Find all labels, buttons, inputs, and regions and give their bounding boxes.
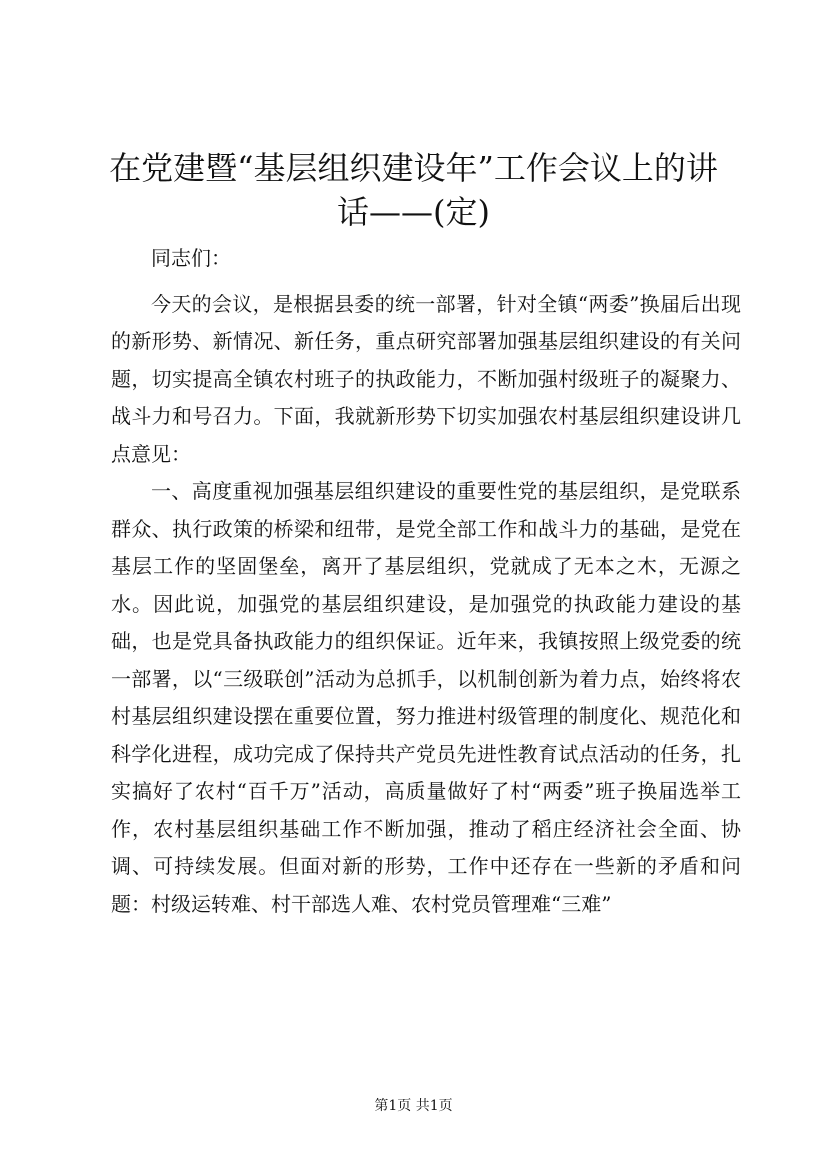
page-footer: 第1页 共1页 [374,1098,453,1114]
document-title: 在党建暨“基层组织建设年”工作会议上的讲话——(定) [109,149,718,231]
document-body [111,240,741,923]
paragraph-2: 一、高度重视加强基层组织建设的重要性党的基层组织，是党联系群众、执行政策的桥梁和纽带，是党全部工作和战斗力的基础，是党在基层工作的坚固堡垒，离开了基层组织，党就成了无本之木，无源之水。因此说，加强党的基层组织建设，是加强党的执政能力建设的基础，也是党具备执政能力的组织保证。近年来，我镇按照上级党委的统一部署，以“三级联创”活动为总抓手，以机制创新为着力点，始终将农村基层组织建设摆在重要位置，努力推进村级管理的制度化、规范化和科学化进程，成功完成了保持共产党员先进性教育试点活动的任务，扎实搞好了农村“百千万”活动，高质量做好了村“两委”班子换届选举工作，农村基层组织基础工作不断加强，推动了稻庄经济社会全面、协调、可持续发展。但面对新的形势，工作中还存在一些新的矛盾和问题：村级运转难、村干部选人难、农村党员管理难“三难” [111,479,741,916]
greeting: 同志们： [151,246,231,270]
paragraph-1: 今天的会议，是根据县委的统一部署，针对全镇“两委”换届后出现的新形势、新情况、新任务，重点研究部署加强基层组织建设的有关问题，切实提高全镇农村班子的执政能力，不断加强村级班子的凝聚力、战斗力和号召力。下面，我就新形势下切实加强农村基层组织建设讲几点意见： [111,291,741,466]
